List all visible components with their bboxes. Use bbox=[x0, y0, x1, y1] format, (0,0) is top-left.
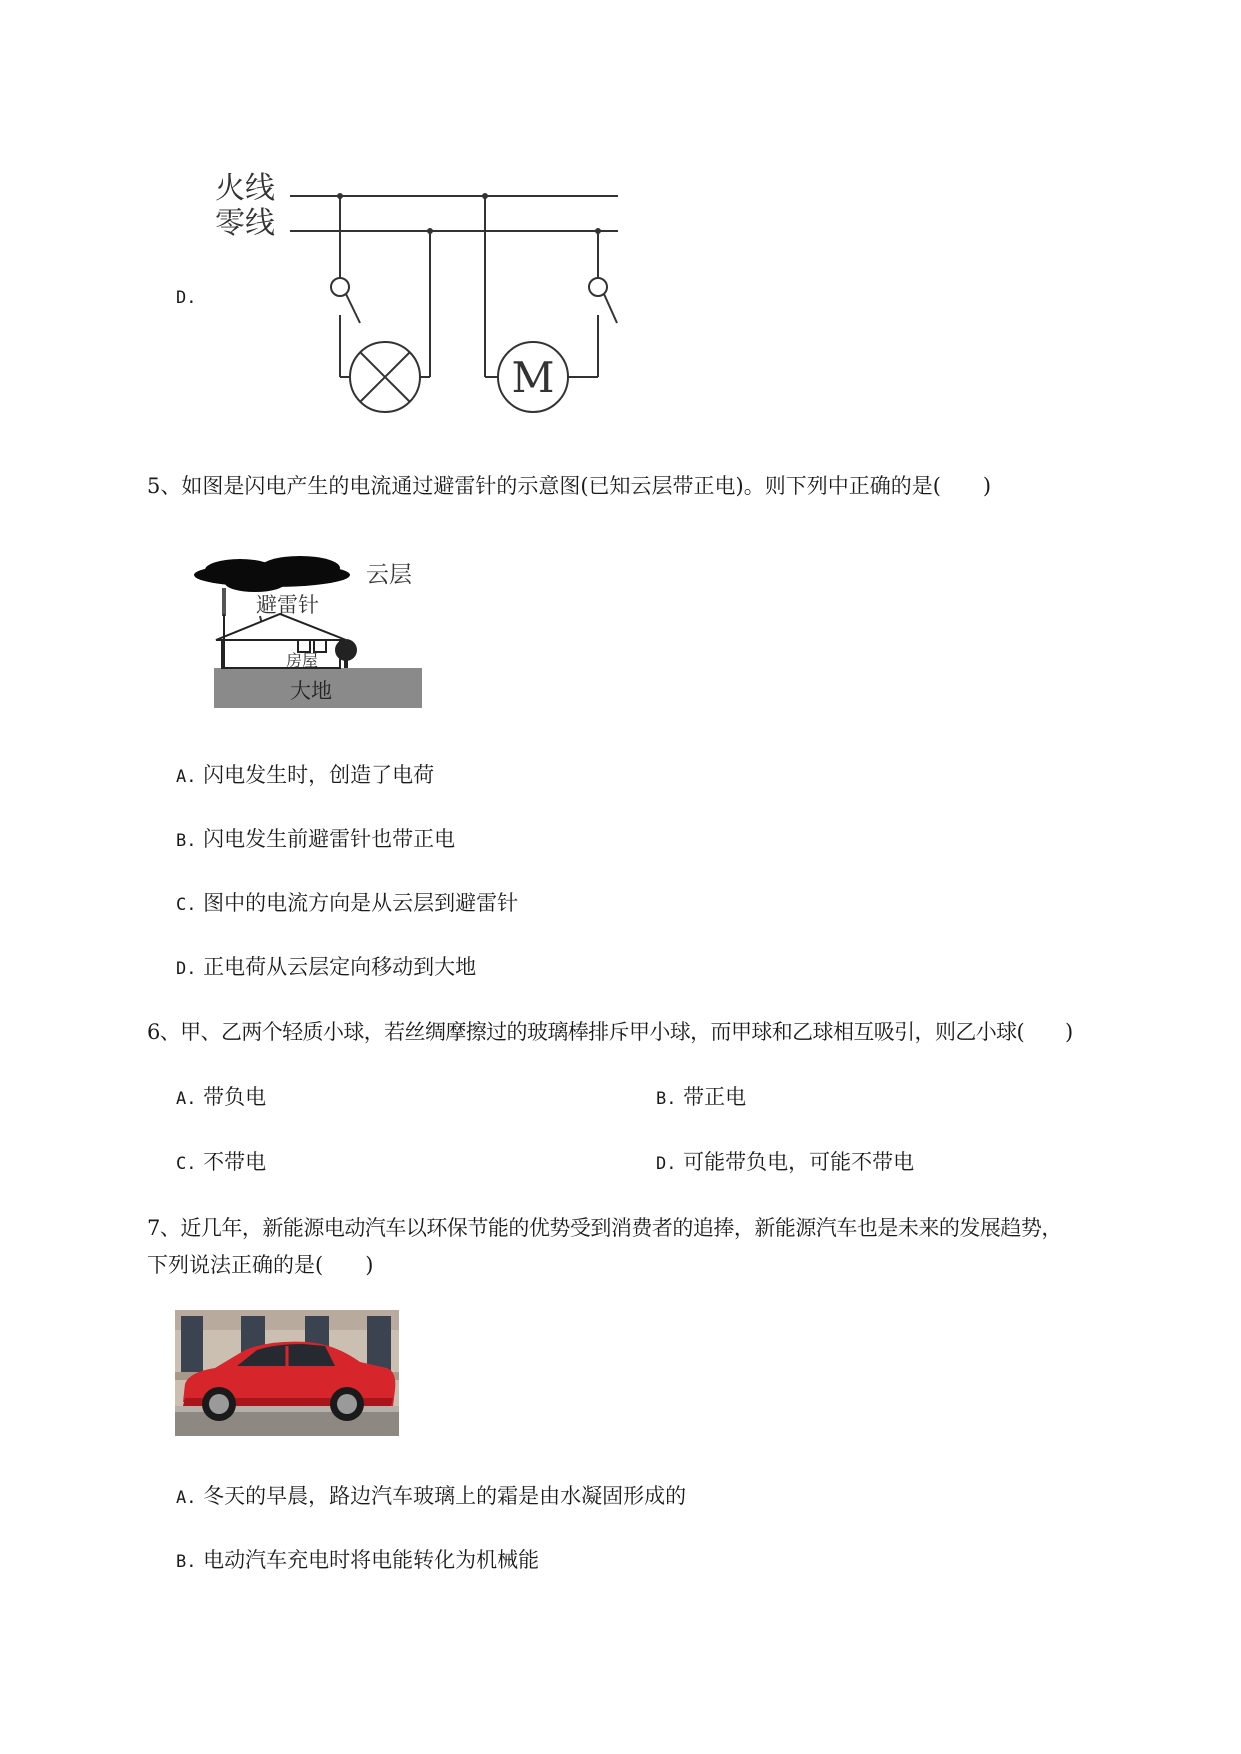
q6-option-c bbox=[176, 1148, 266, 1178]
switch-2-blade bbox=[604, 294, 617, 323]
q4-circuit-diagram bbox=[205, 165, 635, 425]
q7-electric-car-photo bbox=[175, 1310, 399, 1436]
q6-option-a bbox=[176, 1083, 266, 1113]
option-text: 电动汽车充电时将电能转化为机械能 bbox=[203, 1548, 540, 1572]
option-text: 带负电 bbox=[203, 1085, 267, 1109]
q5-lightning-rod-figure bbox=[190, 548, 430, 710]
q5-option-c bbox=[176, 889, 518, 919]
junction-dot bbox=[482, 193, 488, 199]
ground-label: 大地 bbox=[290, 679, 332, 703]
live-wire-label: 火线 bbox=[215, 171, 275, 206]
q6-option-b bbox=[656, 1083, 746, 1113]
q5-option-d bbox=[176, 953, 476, 983]
option-label: D. bbox=[656, 1154, 677, 1174]
junction-dot bbox=[427, 228, 433, 234]
option-text: 闪电发生前避雷针也带正电 bbox=[203, 827, 456, 851]
cloud-shape bbox=[194, 556, 350, 592]
switch-1-blade bbox=[346, 294, 360, 323]
option-label: B. bbox=[176, 1552, 197, 1572]
option-text: 闪电发生时，创造了电荷 bbox=[203, 763, 435, 787]
q6-stem: 6、甲、乙两个轻质小球，若丝绸摩擦过的玻璃棒排斥甲小球，而甲球和乙球相互吸引，则乙小球( ) bbox=[147, 1020, 1073, 1044]
q5-option-a bbox=[176, 761, 434, 791]
option-text: 带正电 bbox=[683, 1085, 747, 1109]
option-text: 冬天的早晨，路边汽车玻璃上的霜是由水凝固形成的 bbox=[203, 1484, 687, 1508]
option-text: 可能带负电，可能不带电 bbox=[683, 1150, 915, 1174]
option-label: B. bbox=[176, 831, 197, 851]
cloud-label: 云层 bbox=[366, 562, 412, 588]
q5-option-b bbox=[176, 825, 455, 855]
option-label: A. bbox=[176, 1089, 197, 1109]
q7-stem-line-1: 7、近几年，新能源电动汽车以环保节能的优势受到消费者的追捧，新能源汽车也是未来的发展趋势， bbox=[147, 1216, 1062, 1240]
switch-2-pivot bbox=[589, 278, 607, 296]
option-label: A. bbox=[176, 767, 197, 787]
option-text: 正电荷从云层定向移动到大地 bbox=[203, 955, 477, 979]
lightning-rod bbox=[222, 588, 226, 616]
option-label: C. bbox=[176, 1154, 197, 1174]
house-shape bbox=[216, 614, 346, 668]
q7-stem-line-2: 下列说法正确的是( ) bbox=[147, 1253, 374, 1277]
junction-dot bbox=[337, 193, 343, 199]
option-label: C. bbox=[176, 895, 197, 915]
junction-dot bbox=[595, 228, 601, 234]
option-text: 不带电 bbox=[203, 1150, 267, 1174]
q5-stem: 5、如图是闪电产生的电流通过避雷针的示意图(已知云层带正电)。则下列中正确的是( ) bbox=[147, 474, 992, 498]
q4-option-d-label: D. bbox=[176, 288, 197, 308]
rod-label: 避雷针 bbox=[256, 593, 319, 617]
option-label: B. bbox=[656, 1089, 677, 1109]
q6-option-d bbox=[656, 1148, 914, 1178]
option-label: D. bbox=[176, 959, 197, 979]
house-label: 房屋 bbox=[286, 651, 319, 670]
motor-letter: M bbox=[511, 353, 555, 402]
neutral-wire-label: 零线 bbox=[215, 206, 275, 241]
option-text: 图中的电流方向是从云层到避雷针 bbox=[203, 891, 519, 915]
q7-option-b bbox=[176, 1546, 539, 1576]
q7-option-a bbox=[176, 1482, 686, 1512]
switch-1-pivot bbox=[331, 278, 349, 296]
option-label: A. bbox=[176, 1488, 197, 1508]
